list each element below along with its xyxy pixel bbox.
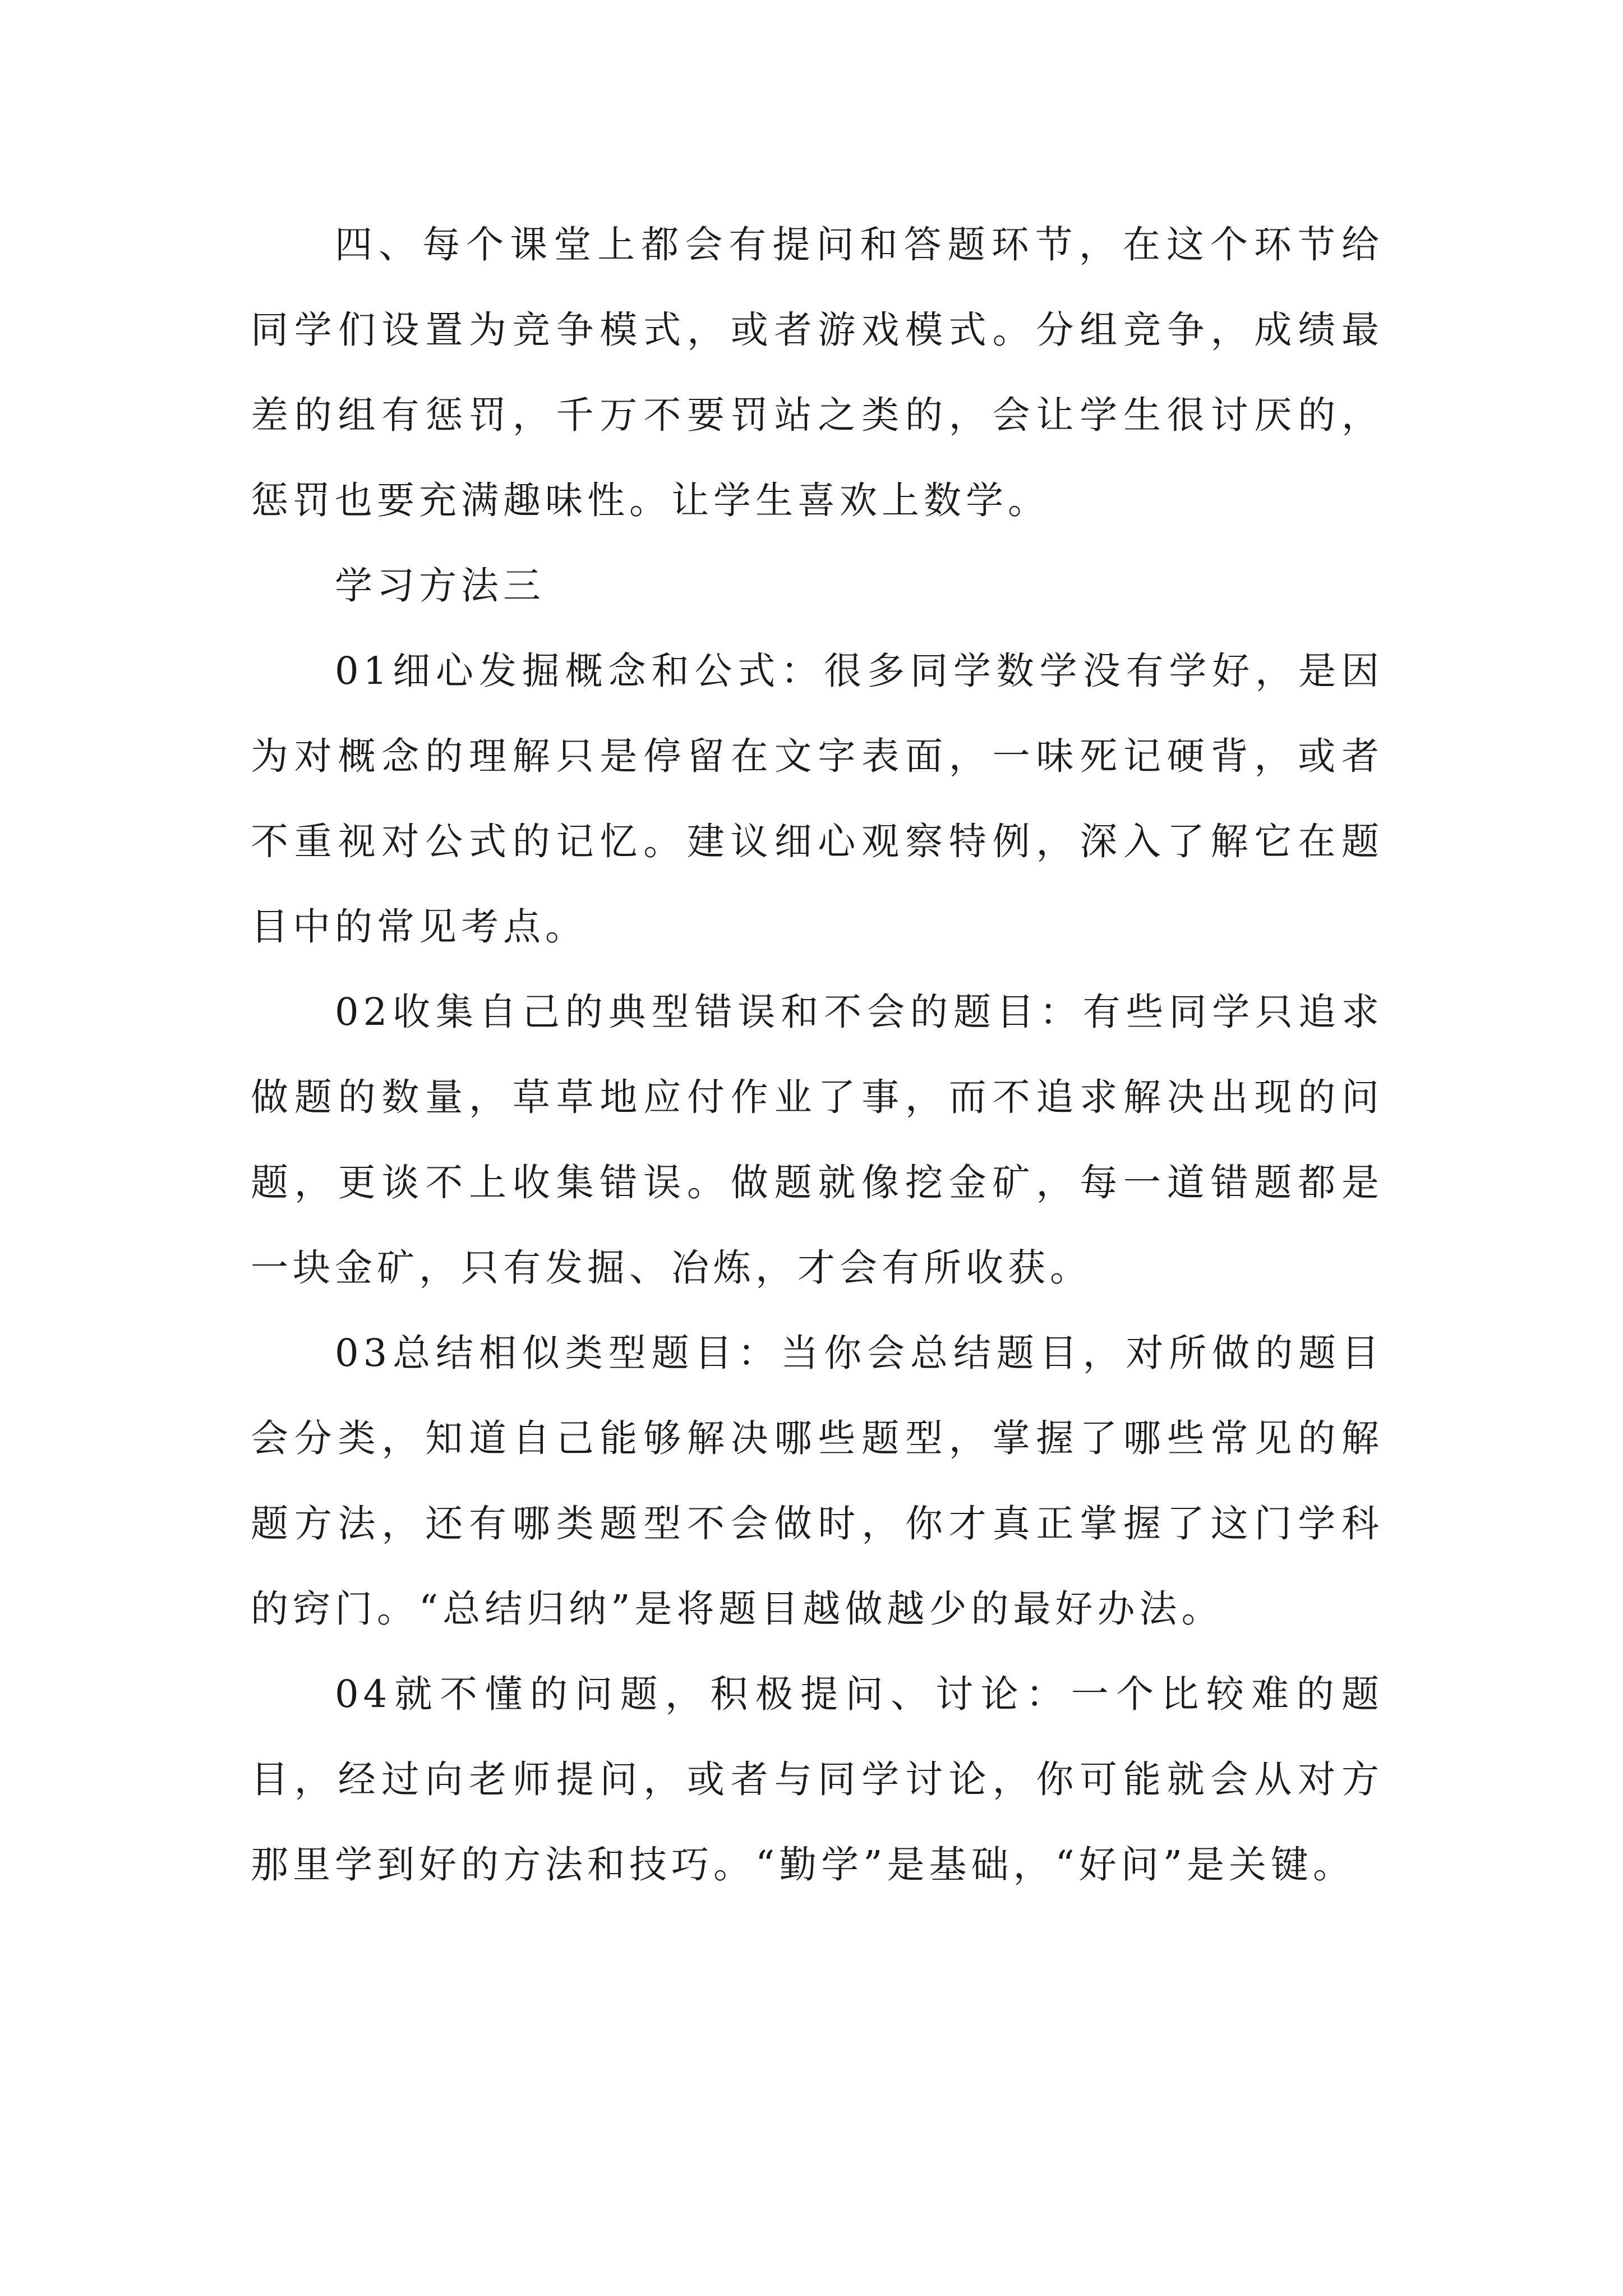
paragraph-method-03: 03总结相似类型题目：当你会总结题目，对所做的题目会分类，知道自己能够解决哪些题型，掌握了哪些常见的解题方法，还有哪类题型不会做时，你才真正掌握了这门学科的窍门。“总结归纳”是将题目越做越少的最好办法。 [251,1331,1384,1631]
section-heading-method-three: 学习方法三 [335,564,545,608]
paragraph-classroom-competition: 四、每个课堂上都会有提问和答题环节，在这个环节给同学们设置为竞争模式，或者游戏模式。分组竞争，成绩最差的组有惩罚，千万不要罚站之类的，会让学生很讨厌的，惩罚也要充满趣味性。让学生喜欢上数学。 [251,223,1384,522]
document-body [251,202,1384,1907]
paragraph-method-02: 02收集自己的典型错误和不会的题目：有些同学只追求做题的数量，草草地应付作业了事，而不追求解决出现的问题，更谈不上收集错误。做题就像挖金矿，每一道错题都是一块金矿，只有发掘、冶炼，才会有所收获。 [251,990,1384,1290]
paragraph-method-04: 04就不懂的问题，积极提问、讨论：一个比较难的题目，经过向老师提问，或者与同学讨论，你可能就会从对方那里学到好的方法和技巧。“勤学”是基础，“好问”是关键。 [251,1672,1384,1887]
paragraph-method-01: 01细心发掘概念和公式：很多同学数学没有学好，是因为对概念的理解只是停留在文字表面，一味死记硬背，或者不重视对公式的记忆。建议细心观察特例，深入了解它在题目中的常见考点。 [251,649,1384,949]
